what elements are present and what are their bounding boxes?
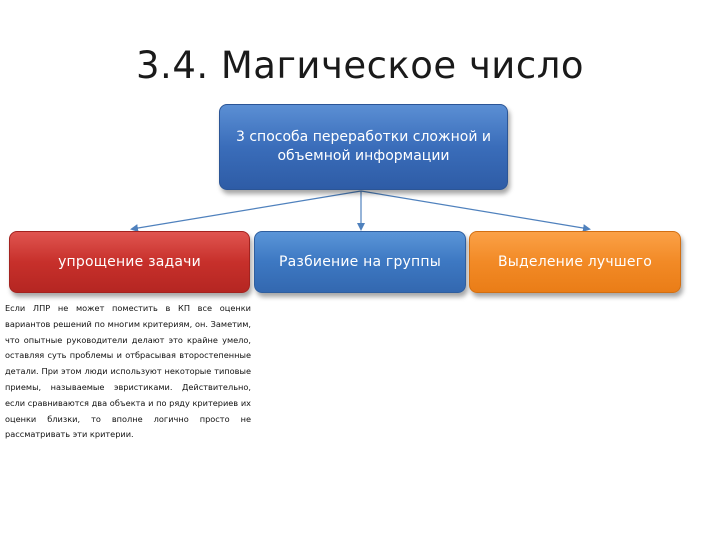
description-text: Если ЛПР не может поместить в КП все оценки вариантов решений по многим критериям, он. Заметим, что опытные руководители делают это крайне умело, оставляя суть проблемы и отбрасывая второстепенные детали. При этом люди используют некоторые типовые приемы, называемые эвристиками. Действительно, если сравниваются два объекта и по ряду критериев их оценки близки, то вполне логично просто не рассматривать эти критерии. [5,303,251,440]
node-simplify-task-label: упрощение задачи [58,253,201,270]
node-select-best [469,231,681,293]
node-simplify-task [9,231,250,293]
node-select-best-label: Выделение лучшего [497,253,653,270]
connector-right [361,191,589,229]
root-node [219,104,508,190]
connector-left [132,191,361,229]
node-grouping-label: Разбиение на группы [279,253,441,270]
node-grouping [254,231,466,293]
page-title: 3.4. Магическое число [136,44,584,87]
root-node-label: 3 способа переработки сложной и объемной информации [236,129,491,164]
